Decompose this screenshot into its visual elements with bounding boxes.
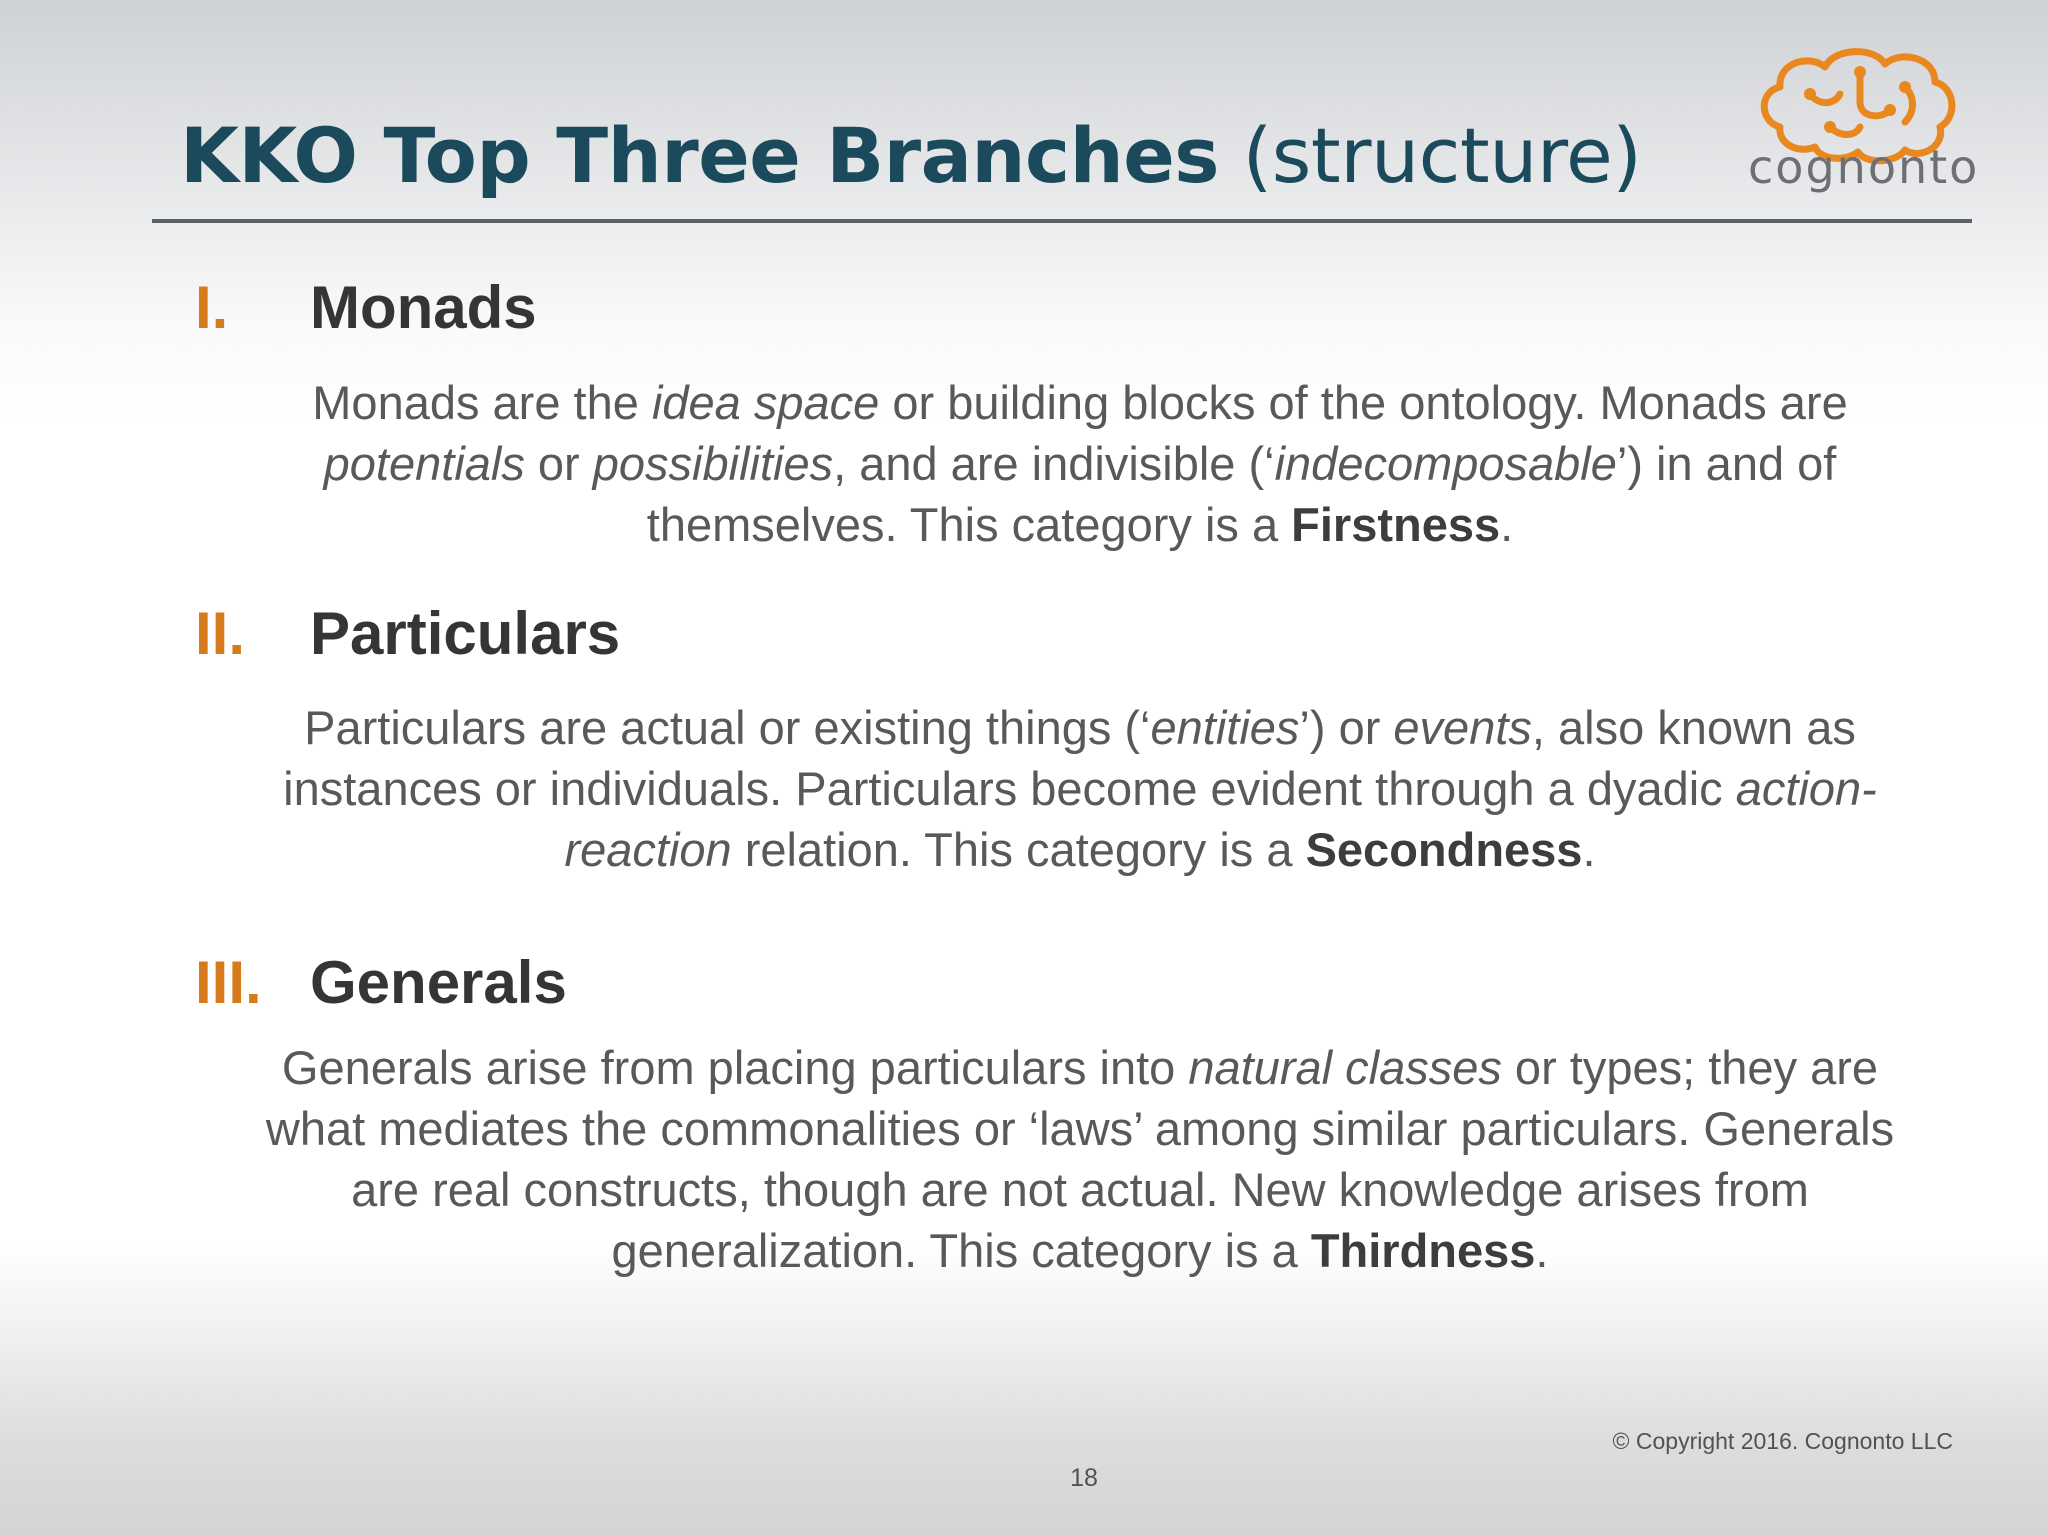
text-run: relation. This category is a [731, 823, 1306, 876]
slide-title-paren: (structure) [1242, 111, 1642, 200]
text-run: . [1535, 1224, 1549, 1277]
section-name: Generals [310, 949, 567, 1016]
logo-wordmark: cognonto [1748, 140, 1980, 194]
section-body-generals [230, 1037, 1930, 1281]
emphasis-italic: potentials [323, 437, 525, 490]
section-body-particulars [230, 697, 1930, 880]
section-numeral: I. [195, 274, 229, 341]
emphasis-italic: events [1393, 701, 1532, 754]
emphasis-bold: Firstness [1291, 498, 1501, 551]
slide-title-main: KKO Top Three Branches [180, 111, 1219, 200]
text-run: or types; they are what mediates the commonalities or ‘laws’ among similar particulars. Generals are real constructs, though are not actual. New knowledge arises from generalization. This category is a [265, 1041, 1895, 1277]
section-heading-monads [195, 274, 537, 341]
emphasis-italic: natural classes [1188, 1041, 1502, 1094]
emphasis-bold: Thirdness [1310, 1224, 1536, 1277]
emphasis-italic: entities [1150, 701, 1300, 754]
section-name: Monads [310, 274, 537, 341]
slide-title [180, 111, 1642, 200]
copyright-notice: © Copyright 2016. Cognonto LLC [1612, 1428, 1953, 1454]
text-run: . [1582, 823, 1596, 876]
emphasis-italic: indecomposable [1274, 437, 1617, 490]
section-heading-generals [195, 949, 567, 1016]
emphasis-italic: action-reaction [564, 762, 1877, 876]
section-numeral: III. [195, 949, 262, 1016]
emphasis-bold: Secondness [1305, 823, 1583, 876]
text-run: . [1500, 498, 1514, 551]
text-run: Particulars are actual or existing things (‘ [304, 701, 1151, 754]
title-divider [152, 219, 1972, 223]
section-numeral: II. [195, 600, 246, 667]
text-run: Generals arise from placing particulars into [281, 1041, 1189, 1094]
section-name: Particulars [310, 600, 621, 667]
text-run: Monads are the [312, 376, 652, 429]
text-run: or building blocks of the ontology. Monads are [879, 376, 1848, 429]
section-heading-particulars [195, 600, 621, 667]
section-body-monads [230, 372, 1930, 555]
text-run: , also known as instances or individuals. Particulars become evident through a dyadic [283, 701, 1856, 815]
text-run: , and are indivisible (‘ [833, 437, 1275, 490]
text-run: ’) or [1299, 701, 1394, 754]
text-run: or [524, 437, 593, 490]
emphasis-italic: possibilities [592, 437, 834, 490]
emphasis-italic: idea space [651, 376, 880, 429]
text-run: ’) in and of themselves. This category is a [646, 437, 1837, 551]
page-number: 18 [1070, 1464, 1098, 1492]
